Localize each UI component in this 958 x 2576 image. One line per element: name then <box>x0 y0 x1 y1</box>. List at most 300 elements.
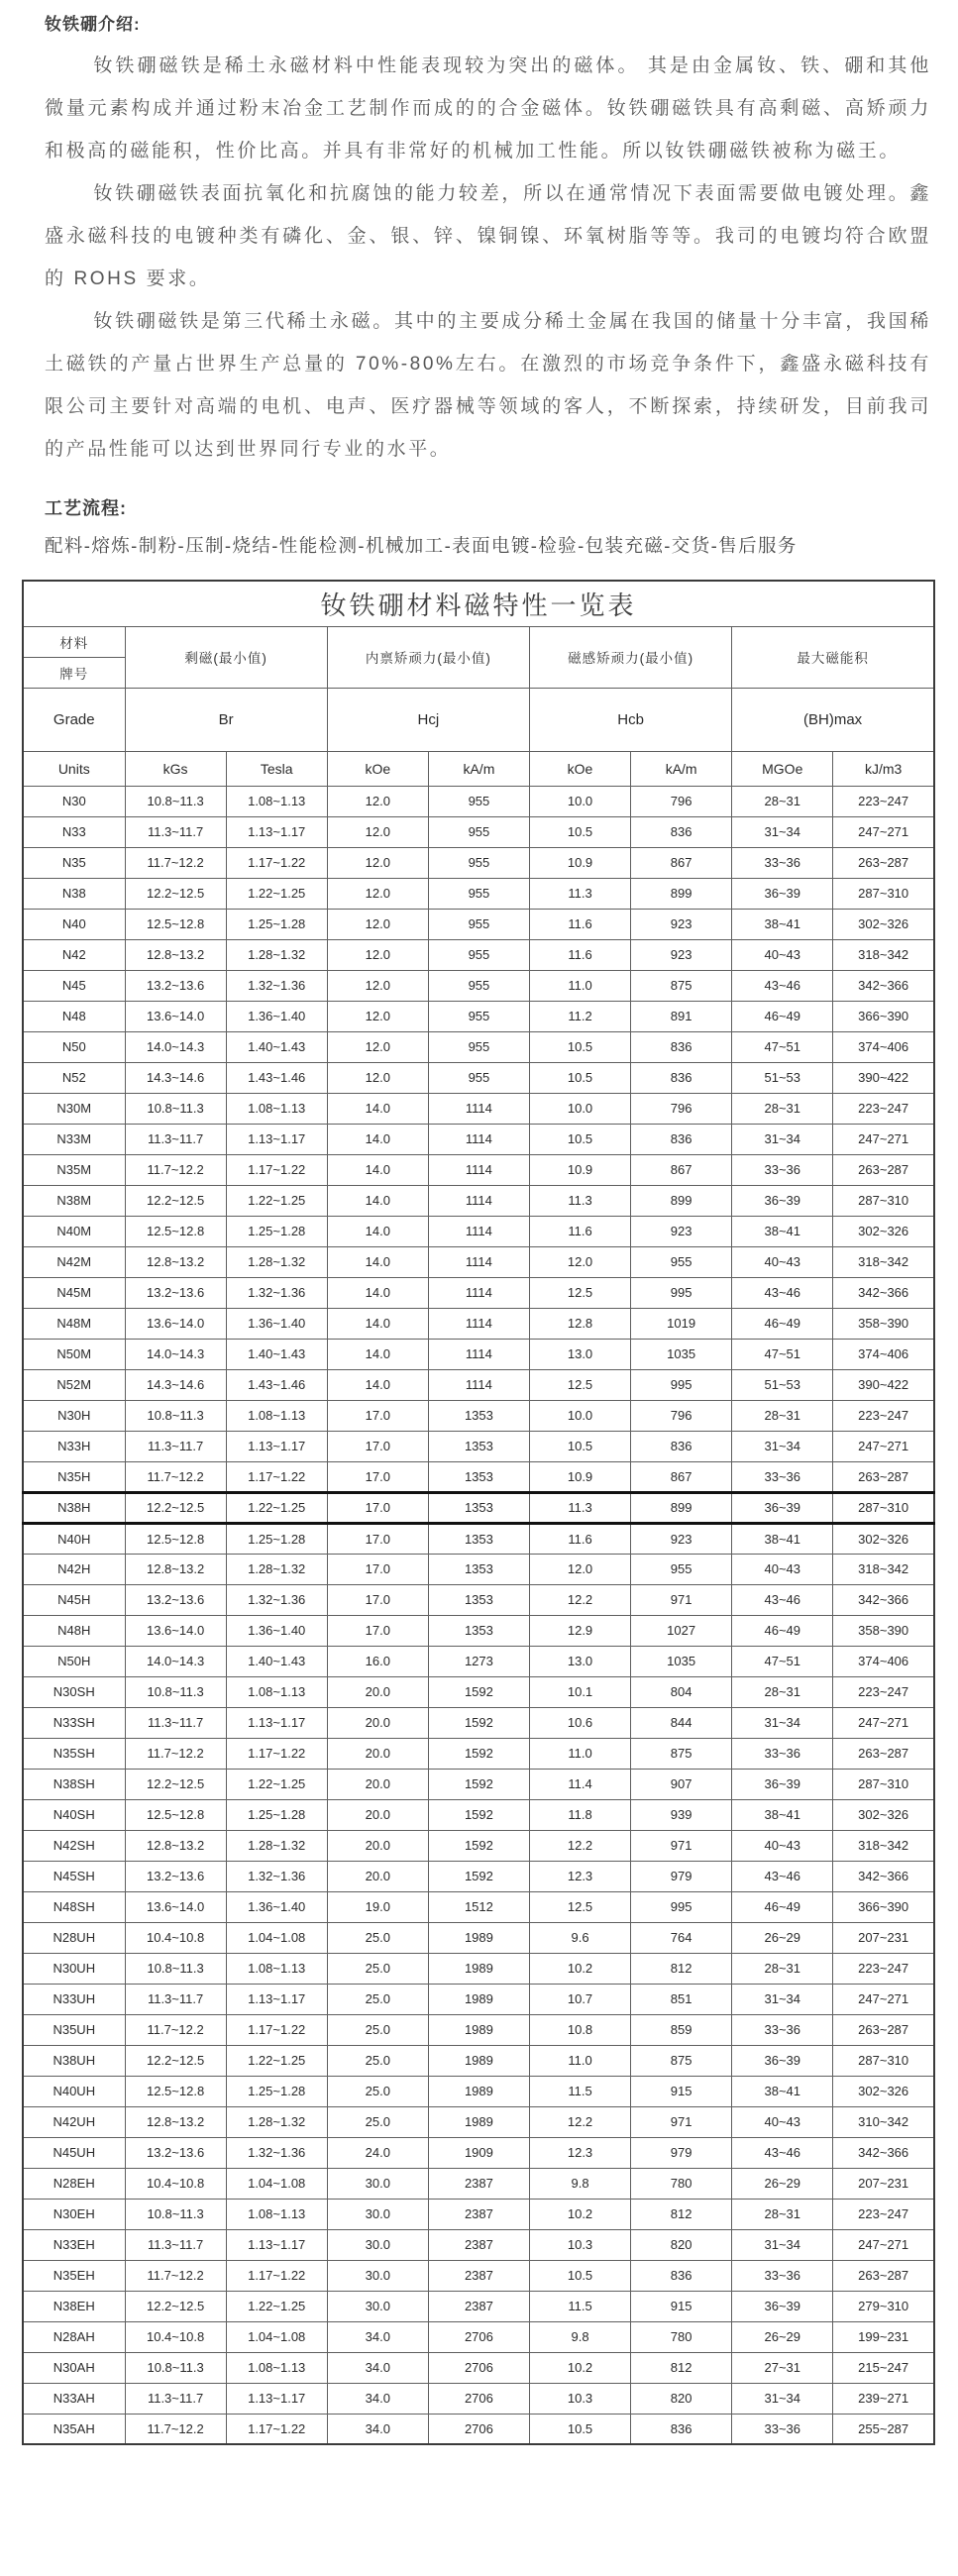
value-cell: 812 <box>631 1953 732 1984</box>
value-cell: 10.8~11.3 <box>125 1093 226 1124</box>
value-cell: 13.2~13.6 <box>125 1584 226 1615</box>
value-cell: 25.0 <box>327 1922 428 1953</box>
value-cell: 1114 <box>428 1216 529 1246</box>
value-cell: 11.3 <box>529 1185 630 1216</box>
value-cell: 1.25~1.28 <box>226 909 327 939</box>
value-cell: 1353 <box>428 1554 529 1584</box>
value-cell: 10.8~11.3 <box>125 786 226 816</box>
table-row <box>23 1369 934 1400</box>
value-cell: 11.7~12.2 <box>125 1461 226 1492</box>
value-cell: 13.2~13.6 <box>125 1861 226 1891</box>
value-cell: 2387 <box>428 2199 529 2229</box>
value-cell: 1353 <box>428 1584 529 1615</box>
value-cell: 14.0 <box>327 1339 428 1369</box>
table-row <box>23 1922 934 1953</box>
table-row <box>23 1676 934 1707</box>
value-cell: 20.0 <box>327 1707 428 1738</box>
value-cell: 10.6 <box>529 1707 630 1738</box>
grade-cell: N45H <box>23 1584 125 1615</box>
grade-cell: N42 <box>23 939 125 970</box>
value-cell: 923 <box>631 909 732 939</box>
value-cell: 1.04~1.08 <box>226 2321 327 2352</box>
value-cell: 10.4~10.8 <box>125 2321 226 2352</box>
value-cell: 10.8~11.3 <box>125 2199 226 2229</box>
value-cell: 1909 <box>428 2137 529 2168</box>
value-cell: 12.5~12.8 <box>125 1216 226 1246</box>
value-cell: 34.0 <box>327 2414 428 2444</box>
value-cell: 1035 <box>631 1339 732 1369</box>
value-cell: 995 <box>631 1369 732 1400</box>
value-cell: 875 <box>631 970 732 1001</box>
value-cell: 287~310 <box>833 1185 934 1216</box>
value-cell: 1.17~1.22 <box>226 2260 327 2291</box>
table-row <box>23 1461 934 1492</box>
grade-cell: N28UH <box>23 1922 125 1953</box>
value-cell: 955 <box>428 909 529 939</box>
value-cell: 51~53 <box>732 1062 833 1093</box>
value-cell: 1.25~1.28 <box>226 1216 327 1246</box>
value-cell: 25.0 <box>327 1984 428 2014</box>
table-row <box>23 1707 934 1738</box>
value-cell: 820 <box>631 2229 732 2260</box>
value-cell: 12.2~12.5 <box>125 1185 226 1216</box>
value-cell: 263~287 <box>833 1738 934 1769</box>
value-cell: 19.0 <box>327 1891 428 1922</box>
value-cell: 1.32~1.36 <box>226 2137 327 2168</box>
value-cell: 33~36 <box>732 847 833 878</box>
value-cell: 1.40~1.43 <box>226 1646 327 1676</box>
value-cell: 899 <box>631 1492 732 1523</box>
unit-kgs: kGs <box>125 751 226 786</box>
value-cell: 34.0 <box>327 2352 428 2383</box>
grade-cell: N50 <box>23 1031 125 1062</box>
value-cell: 263~287 <box>833 2260 934 2291</box>
value-cell: 33~36 <box>732 2414 833 2444</box>
value-cell: 955 <box>428 786 529 816</box>
value-cell: 10.5 <box>529 2414 630 2444</box>
value-cell: 10.5 <box>529 1062 630 1093</box>
value-cell: 12.0 <box>327 939 428 970</box>
unit-kjm3: kJ/m3 <box>833 751 934 786</box>
value-cell: 11.7~12.2 <box>125 2414 226 2444</box>
value-cell: 10.5 <box>529 1431 630 1461</box>
value-cell: 12.2~12.5 <box>125 2045 226 2076</box>
value-cell: 11.4 <box>529 1769 630 1799</box>
value-cell: 10.5 <box>529 1031 630 1062</box>
grade-cell: N40 <box>23 909 125 939</box>
value-cell: 287~310 <box>833 1492 934 1523</box>
value-cell: 31~34 <box>732 2229 833 2260</box>
value-cell: 1592 <box>428 1861 529 1891</box>
value-cell: 390~422 <box>833 1062 934 1093</box>
unit-mgoe: MGOe <box>732 751 833 786</box>
value-cell: 1592 <box>428 1769 529 1799</box>
value-cell: 11.3 <box>529 1492 630 1523</box>
value-cell: 12.2~12.5 <box>125 878 226 909</box>
value-cell: 36~39 <box>732 1769 833 1799</box>
grade-cell: N38M <box>23 1185 125 1216</box>
value-cell: 1.43~1.46 <box>226 1062 327 1093</box>
intro-heading: 钕铁硼介绍: <box>45 15 141 34</box>
value-cell: 820 <box>631 2383 732 2414</box>
value-cell: 17.0 <box>327 1400 428 1431</box>
value-cell: 844 <box>631 1707 732 1738</box>
value-cell: 12.0 <box>327 816 428 847</box>
value-cell: 25.0 <box>327 2106 428 2137</box>
grade-cell: N35EH <box>23 2260 125 2291</box>
value-cell: 30.0 <box>327 2199 428 2229</box>
value-cell: 1019 <box>631 1308 732 1339</box>
value-cell: 263~287 <box>833 1154 934 1185</box>
value-cell: 836 <box>631 1062 732 1093</box>
value-cell: 318~342 <box>833 939 934 970</box>
value-cell: 11.7~12.2 <box>125 2260 226 2291</box>
value-cell: 247~271 <box>833 1984 934 2014</box>
value-cell: 11.8 <box>529 1799 630 1830</box>
value-cell: 796 <box>631 1093 732 1124</box>
value-cell: 1989 <box>428 2014 529 2045</box>
value-cell: 13.6~14.0 <box>125 1001 226 1031</box>
value-cell: 2387 <box>428 2168 529 2199</box>
value-cell: 51~53 <box>732 1369 833 1400</box>
value-cell: 10.3 <box>529 2383 630 2414</box>
value-cell: 923 <box>631 1216 732 1246</box>
value-cell: 10.3 <box>529 2229 630 2260</box>
value-cell: 915 <box>631 2291 732 2321</box>
value-cell: 30.0 <box>327 2168 428 2199</box>
grade-cell: N40M <box>23 1216 125 1246</box>
grade-cell: N48H <box>23 1615 125 1646</box>
value-cell: 875 <box>631 2045 732 2076</box>
grade-cell: N45M <box>23 1277 125 1308</box>
table-row <box>23 1646 934 1676</box>
value-cell: 12.2~12.5 <box>125 1492 226 1523</box>
value-cell: 12.5~12.8 <box>125 2076 226 2106</box>
value-cell: 12.2 <box>529 1830 630 1861</box>
value-cell: 867 <box>631 1154 732 1185</box>
value-cell: 1.32~1.36 <box>226 1584 327 1615</box>
grade-cell: N42SH <box>23 1830 125 1861</box>
value-cell: 10.5 <box>529 816 630 847</box>
value-cell: 12.5 <box>529 1891 630 1922</box>
value-cell: 247~271 <box>833 2229 934 2260</box>
unit-koe-hcb: kOe <box>529 751 630 786</box>
grade-cell: N30H <box>23 1400 125 1431</box>
value-cell: 12.0 <box>327 847 428 878</box>
table-row <box>23 1523 934 1554</box>
value-cell: 804 <box>631 1676 732 1707</box>
unit-koe-hcj: kOe <box>327 751 428 786</box>
value-cell: 10.4~10.8 <box>125 1922 226 1953</box>
value-cell: 1592 <box>428 1676 529 1707</box>
value-cell: 47~51 <box>732 1031 833 1062</box>
value-cell: 207~231 <box>833 2168 934 2199</box>
value-cell: 14.0 <box>327 1369 428 1400</box>
value-cell: 10.2 <box>529 1953 630 1984</box>
value-cell: 31~34 <box>732 2383 833 2414</box>
value-cell: 10.8~11.3 <box>125 1676 226 1707</box>
value-cell: 25.0 <box>327 2045 428 2076</box>
value-cell: 47~51 <box>732 1646 833 1676</box>
value-cell: 1027 <box>631 1615 732 1646</box>
value-cell: 1989 <box>428 1922 529 1953</box>
header-material-label: 材料 <box>23 626 125 657</box>
spec-table-section <box>0 564 958 2445</box>
table-row <box>23 1308 934 1339</box>
value-cell: 26~29 <box>732 2168 833 2199</box>
value-cell: 939 <box>631 1799 732 1830</box>
value-cell: 1035 <box>631 1646 732 1676</box>
value-cell: 1.32~1.36 <box>226 970 327 1001</box>
value-cell: 11.3 <box>529 878 630 909</box>
grade-cell: N33M <box>23 1124 125 1154</box>
value-cell: 812 <box>631 2199 732 2229</box>
value-cell: 1114 <box>428 1246 529 1277</box>
grade-cell: N30AH <box>23 2352 125 2383</box>
value-cell: 11.3~11.7 <box>125 2229 226 2260</box>
value-cell: 13.6~14.0 <box>125 1615 226 1646</box>
value-cell: 11.3~11.7 <box>125 2383 226 2414</box>
value-cell: 12.9 <box>529 1615 630 1646</box>
table-row <box>23 2199 934 2229</box>
value-cell: 11.7~12.2 <box>125 1738 226 1769</box>
table-row <box>23 1431 934 1461</box>
value-cell: 31~34 <box>732 816 833 847</box>
value-cell: 366~390 <box>833 1891 934 1922</box>
value-cell: 780 <box>631 2321 732 2352</box>
value-cell: 27~31 <box>732 2352 833 2383</box>
value-cell: 30.0 <box>327 2291 428 2321</box>
value-cell: 12.0 <box>327 1001 428 1031</box>
value-cell: 342~366 <box>833 1584 934 1615</box>
value-cell: 1114 <box>428 1339 529 1369</box>
grade-cell: N50M <box>23 1339 125 1369</box>
value-cell: 1.13~1.17 <box>226 2383 327 2414</box>
value-cell: 302~326 <box>833 1216 934 1246</box>
header-br: Br <box>125 688 327 751</box>
value-cell: 14.0 <box>327 1154 428 1185</box>
value-cell: 1.17~1.22 <box>226 1461 327 1492</box>
value-cell: 11.6 <box>529 1216 630 1246</box>
value-cell: 302~326 <box>833 2076 934 2106</box>
value-cell: 995 <box>631 1277 732 1308</box>
value-cell: 1.08~1.13 <box>226 1093 327 1124</box>
value-cell: 14.0~14.3 <box>125 1339 226 1369</box>
table-row <box>23 1738 934 1769</box>
value-cell: 223~247 <box>833 1953 934 1984</box>
grade-cell: N33EH <box>23 2229 125 2260</box>
value-cell: 40~43 <box>732 2106 833 2137</box>
table-row <box>23 1891 934 1922</box>
value-cell: 955 <box>428 816 529 847</box>
value-cell: 13.2~13.6 <box>125 2137 226 2168</box>
value-cell: 12.2~12.5 <box>125 2291 226 2321</box>
value-cell: 43~46 <box>732 1584 833 1615</box>
value-cell: 34.0 <box>327 2321 428 2352</box>
value-cell: 20.0 <box>327 1738 428 1769</box>
value-cell: 995 <box>631 1891 732 1922</box>
value-cell: 1989 <box>428 2076 529 2106</box>
value-cell: 14.0 <box>327 1093 428 1124</box>
value-cell: 43~46 <box>732 1277 833 1308</box>
value-cell: 390~422 <box>833 1369 934 1400</box>
value-cell: 31~34 <box>732 1431 833 1461</box>
value-cell: 11.5 <box>529 2076 630 2106</box>
value-cell: 302~326 <box>833 1523 934 1554</box>
value-cell: 10.0 <box>529 1093 630 1124</box>
value-cell: 1.28~1.32 <box>226 939 327 970</box>
value-cell: 366~390 <box>833 1001 934 1031</box>
table-row <box>23 1339 934 1369</box>
header-grade: Grade <box>23 688 125 751</box>
value-cell: 796 <box>631 786 732 816</box>
value-cell: 979 <box>631 2137 732 2168</box>
value-cell: 12.5 <box>529 1369 630 1400</box>
table-row <box>23 2076 934 2106</box>
value-cell: 11.0 <box>529 1738 630 1769</box>
grade-cell: N40SH <box>23 1799 125 1830</box>
value-cell: 1.28~1.32 <box>226 1246 327 1277</box>
table-row <box>23 1124 934 1154</box>
value-cell: 836 <box>631 1031 732 1062</box>
header-grade-label-cn: 牌号 <box>23 657 125 688</box>
value-cell: 215~247 <box>833 2352 934 2383</box>
grade-cell: N38UH <box>23 2045 125 2076</box>
value-cell: 1.22~1.25 <box>226 1185 327 1216</box>
value-cell: 1.28~1.32 <box>226 2106 327 2137</box>
value-cell: 318~342 <box>833 1554 934 1584</box>
unit-kam-hcj: kA/m <box>428 751 529 786</box>
value-cell: 38~41 <box>732 1799 833 1830</box>
value-cell: 1.25~1.28 <box>226 1523 327 1554</box>
value-cell: 836 <box>631 2260 732 2291</box>
unit-tesla: Tesla <box>226 751 327 786</box>
value-cell: 279~310 <box>833 2291 934 2321</box>
value-cell: 14.0 <box>327 1246 428 1277</box>
value-cell: 10.1 <box>529 1676 630 1707</box>
value-cell: 10.9 <box>529 847 630 878</box>
value-cell: 1.22~1.25 <box>226 2045 327 2076</box>
table-row <box>23 1584 934 1615</box>
table-row <box>23 909 934 939</box>
value-cell: 955 <box>631 1246 732 1277</box>
value-cell: 1.08~1.13 <box>226 1953 327 1984</box>
value-cell: 374~406 <box>833 1339 934 1369</box>
table-row <box>23 1492 934 1523</box>
value-cell: 17.0 <box>327 1523 428 1554</box>
value-cell: 1989 <box>428 2106 529 2137</box>
intro-paragraph-1: 钕铁硼磁铁是稀土永磁材料中性能表现较为突出的磁体。 其是由金属钕、铁、硼和其他微量元素构成并通过粉末冶金工艺制作而成的的合金磁体。钕铁硼磁铁具有高剩磁、高矫顽力和极高的磁能积，性价比高。并具有非常好的机械加工性能。所以钕铁硼磁铁被称为磁王。 <box>45 55 931 161</box>
value-cell: 891 <box>631 1001 732 1031</box>
process-heading: 工艺流程: <box>45 498 127 518</box>
value-cell: 358~390 <box>833 1615 934 1646</box>
table-row <box>23 1400 934 1431</box>
value-cell: 36~39 <box>732 2045 833 2076</box>
grade-cell: N40H <box>23 1523 125 1554</box>
value-cell: 11.3~11.7 <box>125 816 226 847</box>
table-body <box>23 786 934 2444</box>
value-cell: 955 <box>428 847 529 878</box>
value-cell: 955 <box>428 1062 529 1093</box>
table-row <box>23 1830 934 1861</box>
value-cell: 12.8~13.2 <box>125 2106 226 2137</box>
value-cell: 14.0~14.3 <box>125 1646 226 1676</box>
table-row <box>23 2383 934 2414</box>
value-cell: 12.0 <box>327 878 428 909</box>
value-cell: 20.0 <box>327 1830 428 1861</box>
value-cell: 12.2~12.5 <box>125 1769 226 1799</box>
value-cell: 14.0 <box>327 1277 428 1308</box>
value-cell: 342~366 <box>833 1861 934 1891</box>
value-cell: 207~231 <box>833 1922 934 1953</box>
value-cell: 1273 <box>428 1646 529 1676</box>
value-cell: 1114 <box>428 1124 529 1154</box>
value-cell: 287~310 <box>833 1769 934 1799</box>
value-cell: 247~271 <box>833 816 934 847</box>
value-cell: 31~34 <box>732 1707 833 1738</box>
value-cell: 1.17~1.22 <box>226 2414 327 2444</box>
value-cell: 46~49 <box>732 1001 833 1031</box>
grade-cell: N35UH <box>23 2014 125 2045</box>
grade-cell: N30EH <box>23 2199 125 2229</box>
grade-cell: N30 <box>23 786 125 816</box>
table-row <box>23 2106 934 2137</box>
value-cell: 812 <box>631 2352 732 2383</box>
table-row <box>23 816 934 847</box>
value-cell: 12.8~13.2 <box>125 1554 226 1584</box>
value-cell: 971 <box>631 2106 732 2137</box>
value-cell: 2387 <box>428 2260 529 2291</box>
value-cell: 1.13~1.17 <box>226 816 327 847</box>
value-cell: 14.3~14.6 <box>125 1369 226 1400</box>
value-cell: 263~287 <box>833 2014 934 2045</box>
value-cell: 1114 <box>428 1093 529 1124</box>
value-cell: 2387 <box>428 2291 529 2321</box>
value-cell: 1592 <box>428 1830 529 1861</box>
process-flow-text: 配料-熔炼-制粉-压制-烧结-性能检测-机械加工-表面电镀-检验-包装充磁-交货-售后服务 <box>45 535 798 556</box>
value-cell: 11.3~11.7 <box>125 1431 226 1461</box>
value-cell: 1.36~1.40 <box>226 1308 327 1339</box>
value-cell: 13.6~14.0 <box>125 1891 226 1922</box>
value-cell: 33~36 <box>732 1738 833 1769</box>
value-cell: 955 <box>428 1031 529 1062</box>
grade-cell: N35M <box>23 1154 125 1185</box>
value-cell: 26~29 <box>732 2321 833 2352</box>
header-group-remanence: 剩磁(最小值) <box>125 626 327 688</box>
grade-cell: N48M <box>23 1308 125 1339</box>
value-cell: 780 <box>631 2168 732 2199</box>
value-cell: 223~247 <box>833 1093 934 1124</box>
table-row <box>23 2014 934 2045</box>
value-cell: 1.28~1.32 <box>226 1830 327 1861</box>
value-cell: 1.32~1.36 <box>226 1861 327 1891</box>
table-row <box>23 2045 934 2076</box>
value-cell: 11.0 <box>529 2045 630 2076</box>
value-cell: 20.0 <box>327 1799 428 1830</box>
value-cell: 11.0 <box>529 970 630 1001</box>
value-cell: 1.43~1.46 <box>226 1369 327 1400</box>
grade-cell: N33H <box>23 1431 125 1461</box>
value-cell: 33~36 <box>732 1461 833 1492</box>
value-cell: 899 <box>631 878 732 909</box>
value-cell: 1.13~1.17 <box>226 1431 327 1461</box>
unit-label: Units <box>23 751 125 786</box>
value-cell: 33~36 <box>732 2260 833 2291</box>
value-cell: 20.0 <box>327 1769 428 1799</box>
value-cell: 13.2~13.6 <box>125 1277 226 1308</box>
value-cell: 955 <box>428 1001 529 1031</box>
value-cell: 11.7~12.2 <box>125 1154 226 1185</box>
